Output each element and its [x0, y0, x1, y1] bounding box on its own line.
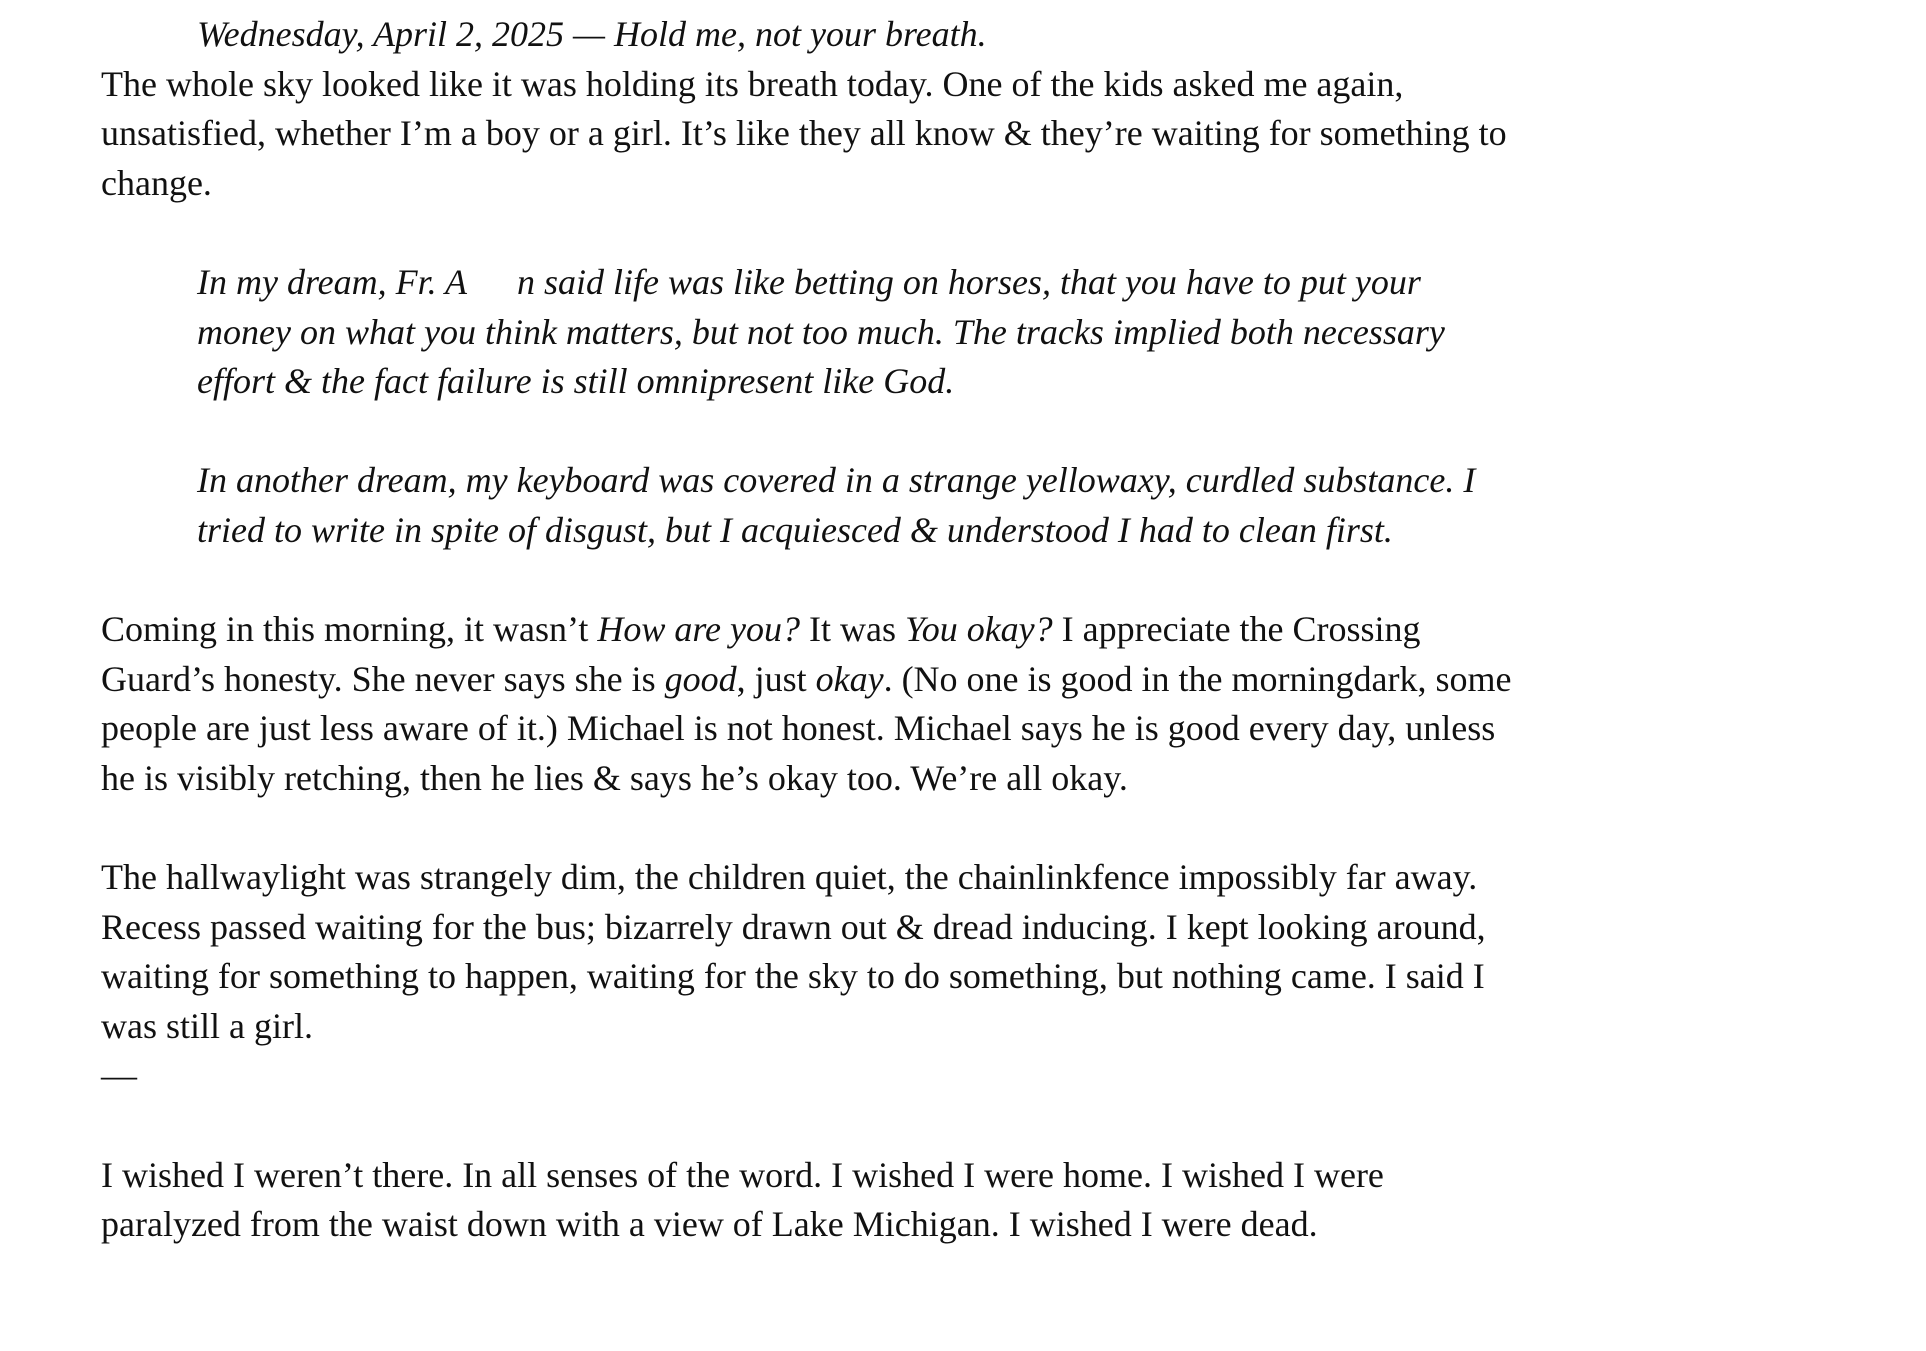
text-run: It was	[800, 609, 905, 650]
spacer	[101, 556, 1521, 606]
text-run: , just	[736, 658, 816, 699]
entry-heading: Wednesday, April 2, 2025 — Hold me, not your breath.	[197, 14, 987, 54]
text-run: I appreciate the Crossing Guard’s honesty. She never says she is	[101, 609, 1421, 699]
dream-paragraph-keyboard: In another dream, my keyboard was covered in a strange yellowaxy, curdled substance. I tried to write in spite of disgust, but I acquiesced & understood I had to clean first.	[197, 460, 1476, 550]
spacer	[101, 804, 1521, 854]
paragraph-hallway: The hallwaylight was strangely dim, the children quiet, the chainlinkfence impossibly far away. Recess passed waiting for the bus; bizarrely drawn out & dread inducing. I kept looking around, waiting for something to happen, waiting for the sky to do something, but nothing came. I said I was still a girl.	[101, 857, 1486, 1046]
paragraph-crossing-guard	[101, 605, 1521, 803]
separator-dash: —	[101, 1055, 137, 1096]
text-run: . (No one is good in the morningdark, some people are just less aware of it.) Michael is not honest. Michael says he is good every day, unless he is visibly retching, then he lies & says he’s okay too. We’re all okay.	[101, 658, 1512, 798]
dream-paragraph-horses	[197, 258, 1521, 407]
dream-text-rest: n said life was like betting on horses, that you have to put your money on what you think matters, but not too much. The tracks implied both necessary effort & the fact failure is still omnipresent like God.	[197, 261, 1445, 402]
spacer	[101, 1101, 1521, 1151]
spacer	[101, 208, 1521, 258]
journal-page	[101, 10, 1521, 1250]
text-run: Coming in this morning, it wasn’t	[101, 609, 598, 650]
emphasis: You okay?	[904, 609, 1053, 650]
dream-text-start: In my dream, Fr. A	[197, 261, 467, 302]
emphasis: okay	[815, 658, 884, 699]
paragraph-wishes: I wished I weren’t there. In all senses of the word. I wished I were home. I wished I were paralyzed from the waist down with a view of Lake Michigan. I wished I were dead.	[101, 1154, 1384, 1245]
emphasis: How are you?	[597, 609, 800, 650]
emphasis: good	[664, 658, 737, 699]
spacer	[101, 407, 1521, 457]
paragraph-sky: The whole sky looked like it was holding its breath today. One of the kids asked me again, unsatisfied, whether I’m a boy or a girl. It’s like they all know & they’re waiting for something to change.	[101, 63, 1507, 203]
